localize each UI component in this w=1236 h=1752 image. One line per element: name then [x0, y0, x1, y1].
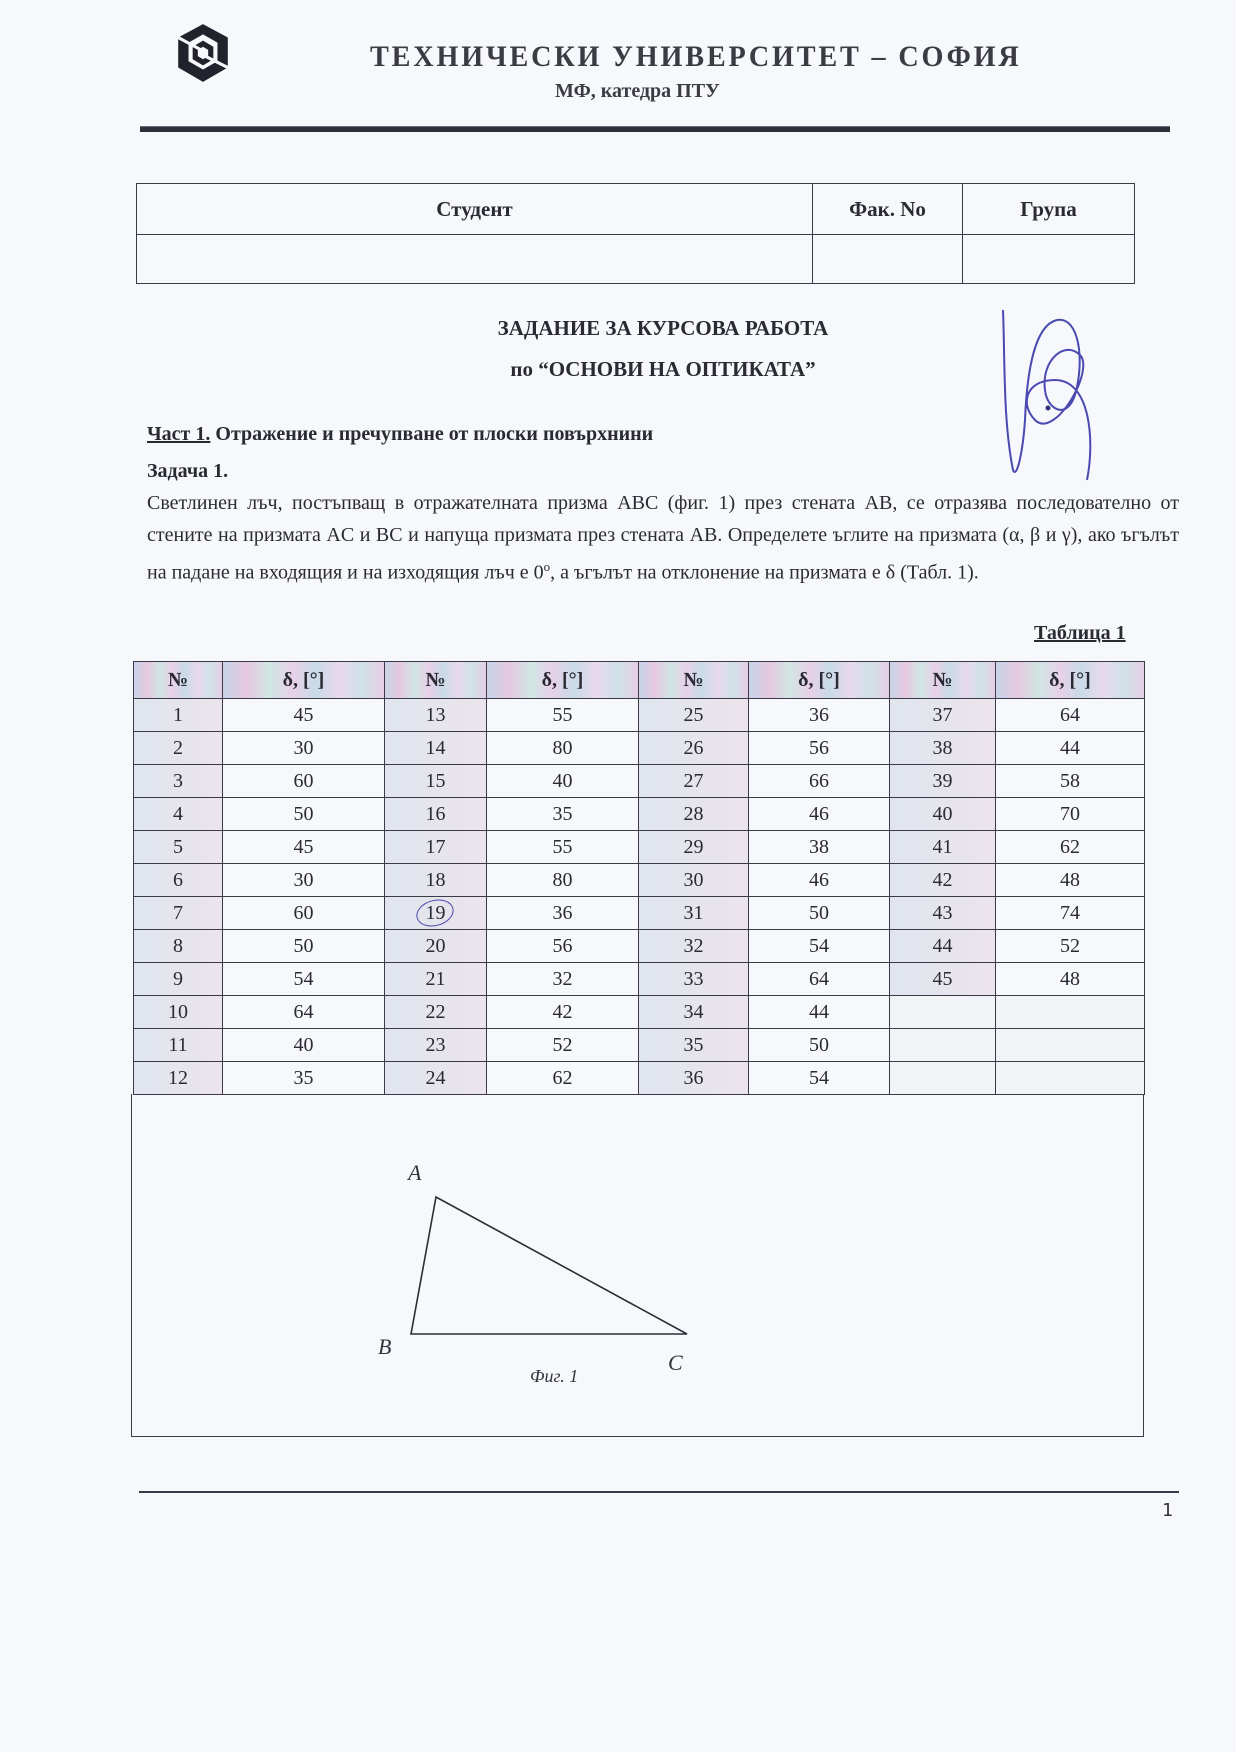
- delta-value-cell: 52: [996, 930, 1145, 963]
- header-delta: δ, [°]: [749, 662, 890, 699]
- variant-number-cell: 17: [385, 831, 487, 864]
- variant-number-cell: 1: [134, 699, 223, 732]
- table-row: [134, 1029, 1145, 1062]
- figure-caption: Фиг. 1: [530, 1366, 579, 1386]
- header-delta: δ, [°]: [996, 662, 1145, 699]
- variant-number-cell: 39: [890, 765, 996, 798]
- tu-sofia-logo-icon: [172, 22, 234, 84]
- prism-figure: [370, 1150, 730, 1400]
- variant-number-cell: 28: [639, 798, 749, 831]
- delta-value-cell: [996, 1029, 1145, 1062]
- table-row: [134, 864, 1145, 897]
- problem-statement: [147, 487, 1179, 589]
- delta-value-cell: 48: [996, 963, 1145, 996]
- delta-value-cell: 40: [223, 1029, 385, 1062]
- problem-text-part-1: Светлинен лъч, постъпващ в отражателната призма ABC (фиг. 1) през стената AB, се отразява последователно от стените на призмата AC и BC и напуща призмата през стената AB. Определете ъглите на призмата (α, β и γ), ако ъгълът на падане на входящия и на изходящия лъч е 0: [147, 492, 1179, 584]
- delta-value-cell: 74: [996, 897, 1145, 930]
- delta-value-cell: 45: [223, 831, 385, 864]
- table-row: [134, 930, 1145, 963]
- page-number: 1: [1162, 1500, 1173, 1521]
- delta-value-cell: 35: [487, 798, 639, 831]
- university-name: ТЕХНИЧЕСКИ УНИВЕРСИТЕТ – СОФИЯ: [370, 40, 1022, 73]
- variant-number-cell: 29: [639, 831, 749, 864]
- variant-number-cell: 43: [890, 897, 996, 930]
- delta-value-cell: 45: [223, 699, 385, 732]
- header-rule: [140, 126, 1170, 132]
- delta-value-cell: 54: [749, 930, 890, 963]
- delta-value-cell: 80: [487, 732, 639, 765]
- table-header-row: [134, 662, 1145, 699]
- student-header: Студент: [137, 184, 813, 235]
- delta-value-cell: 44: [996, 732, 1145, 765]
- variant-number-cell: 24: [385, 1062, 487, 1095]
- header-number: №: [134, 662, 223, 699]
- variant-number-cell: [890, 1029, 996, 1062]
- variant-number-cell: 26: [639, 732, 749, 765]
- variant-number-cell: 16: [385, 798, 487, 831]
- variant-number-cell: 40: [890, 798, 996, 831]
- variant-number-cell: 11: [134, 1029, 223, 1062]
- delta-value-cell: 32: [487, 963, 639, 996]
- variant-number-cell: 14: [385, 732, 487, 765]
- delta-value-cell: 30: [223, 864, 385, 897]
- delta-value-cell: 42: [487, 996, 639, 1029]
- variant-number-cell: 13: [385, 699, 487, 732]
- variant-number-cell: 9: [134, 963, 223, 996]
- variant-number-cell: [890, 996, 996, 1029]
- variant-number-cell: 30: [639, 864, 749, 897]
- variant-number-cell: 6: [134, 864, 223, 897]
- group-field[interactable]: [963, 235, 1135, 284]
- variant-number-cell: 18: [385, 864, 487, 897]
- vertex-b-label: B: [378, 1334, 392, 1359]
- delta-value-cell: 80: [487, 864, 639, 897]
- delta-value-cell: 54: [223, 963, 385, 996]
- student-name-field[interactable]: [137, 235, 813, 284]
- delta-value-cell: 66: [749, 765, 890, 798]
- delta-value-cell: [996, 996, 1145, 1029]
- delta-value-cell: 48: [996, 864, 1145, 897]
- delta-value-cell: 64: [996, 699, 1145, 732]
- vertex-a-label: A: [408, 1160, 422, 1185]
- variant-number-cell: 27: [639, 765, 749, 798]
- delta-value-cell: 50: [223, 930, 385, 963]
- table-caption: Таблица 1: [1034, 622, 1126, 644]
- delta-value-cell: 64: [749, 963, 890, 996]
- delta-value-cell: 56: [487, 930, 639, 963]
- header-number: №: [385, 662, 487, 699]
- variant-number-cell: 5: [134, 831, 223, 864]
- assignment-title: ЗАДАНИЕ ЗА КУРСОВА РАБОТА: [497, 316, 829, 340]
- variant-number-cell: 35: [639, 1029, 749, 1062]
- variant-number-cell: 12: [134, 1062, 223, 1095]
- delta-value-cell: 55: [487, 831, 639, 864]
- variant-number-cell: [890, 1062, 996, 1095]
- delta-value-cell: 60: [223, 765, 385, 798]
- problem-label: Задача 1.: [147, 460, 229, 482]
- delta-value-cell: 38: [749, 831, 890, 864]
- table-row: [134, 996, 1145, 1029]
- faculty-number-field[interactable]: [813, 235, 963, 284]
- variant-number-cell: 21: [385, 963, 487, 996]
- variant-number-cell: 45: [890, 963, 996, 996]
- variant-number-cell: 20: [385, 930, 487, 963]
- variant-number-cell: 2: [134, 732, 223, 765]
- variant-number-cell: 36: [639, 1062, 749, 1095]
- delta-value-cell: 40: [487, 765, 639, 798]
- variant-number-cell: 15: [385, 765, 487, 798]
- variant-number-cell: 34: [639, 996, 749, 1029]
- variant-number-cell: 4: [134, 798, 223, 831]
- delta-value-cell: 54: [749, 1062, 890, 1095]
- delta-value-cell: 60: [223, 897, 385, 930]
- variant-number-cell: 23: [385, 1029, 487, 1062]
- variant-number-cell: 37: [890, 699, 996, 732]
- footer-rule: [139, 1491, 1179, 1493]
- delta-value-cell: 55: [487, 699, 639, 732]
- prism-triangle: [411, 1197, 687, 1334]
- part-label: Част 1.: [147, 423, 211, 445]
- header-delta: δ, [°]: [487, 662, 639, 699]
- delta-value-cell: 50: [749, 1029, 890, 1062]
- deviation-angle-table: [133, 661, 1145, 1095]
- variant-number-cell: 32: [639, 930, 749, 963]
- variant-number-cell: 33: [639, 963, 749, 996]
- variant-number-cell: 25: [639, 699, 749, 732]
- delta-value-cell: 36: [487, 897, 639, 930]
- delta-value-cell: 50: [749, 897, 890, 930]
- delta-value-cell: 64: [223, 996, 385, 1029]
- variant-number-cell: 22: [385, 996, 487, 1029]
- delta-value-cell: [996, 1062, 1145, 1095]
- delta-value-cell: 46: [749, 798, 890, 831]
- table-row: [134, 1062, 1145, 1095]
- part-title: Отражение и пречупване от плоски повърхнини: [210, 423, 654, 445]
- delta-value-cell: 62: [487, 1062, 639, 1095]
- delta-value-cell: 44: [749, 996, 890, 1029]
- delta-value-cell: 35: [223, 1062, 385, 1095]
- delta-value-cell: 36: [749, 699, 890, 732]
- course-title: по “ОСНОВИ НА ОПТИКАТА”: [510, 357, 816, 381]
- header-number: №: [639, 662, 749, 699]
- delta-value-cell: 52: [487, 1029, 639, 1062]
- table-row: [134, 831, 1145, 864]
- variant-number-cell: 41: [890, 831, 996, 864]
- degree-superscript: o: [543, 559, 551, 574]
- delta-value-cell: 62: [996, 831, 1145, 864]
- table-row: [134, 963, 1145, 996]
- student-info-table: [136, 183, 1135, 284]
- delta-value-cell: 56: [749, 732, 890, 765]
- delta-value-cell: 30: [223, 732, 385, 765]
- table-row: [134, 699, 1145, 732]
- delta-value-cell: 58: [996, 765, 1145, 798]
- department-name: МФ, катедра ПТУ: [555, 80, 720, 102]
- delta-value-cell: 70: [996, 798, 1145, 831]
- table-row: [134, 798, 1145, 831]
- circled-variant-mark: [413, 896, 456, 931]
- variant-number-cell: 8: [134, 930, 223, 963]
- vertex-c-label: C: [668, 1350, 683, 1375]
- faculty-number-header: Фак. No: [813, 184, 963, 235]
- variant-number-cell: 7: [134, 897, 223, 930]
- delta-value-cell: 50: [223, 798, 385, 831]
- group-header: Група: [963, 184, 1135, 235]
- variant-number-cell: 31: [639, 897, 749, 930]
- problem-text-part-2: , а ъгълът на отклонение на призмата е δ (Табл. 1).: [550, 561, 979, 584]
- table-row: [134, 732, 1145, 765]
- header-delta: δ, [°]: [223, 662, 385, 699]
- handwritten-signature: [995, 300, 1135, 490]
- variant-number-cell: 42: [890, 864, 996, 897]
- variant-number-cell: 10: [134, 996, 223, 1029]
- delta-value-cell: 46: [749, 864, 890, 897]
- variant-number-cell: 38: [890, 732, 996, 765]
- table-row: [134, 897, 1145, 930]
- table-row: [134, 765, 1145, 798]
- header-number: №: [890, 662, 996, 699]
- variant-number-cell: 3: [134, 765, 223, 798]
- variant-number-cell: 19: [385, 897, 487, 930]
- variant-number-cell: 44: [890, 930, 996, 963]
- part-heading: [147, 423, 653, 446]
